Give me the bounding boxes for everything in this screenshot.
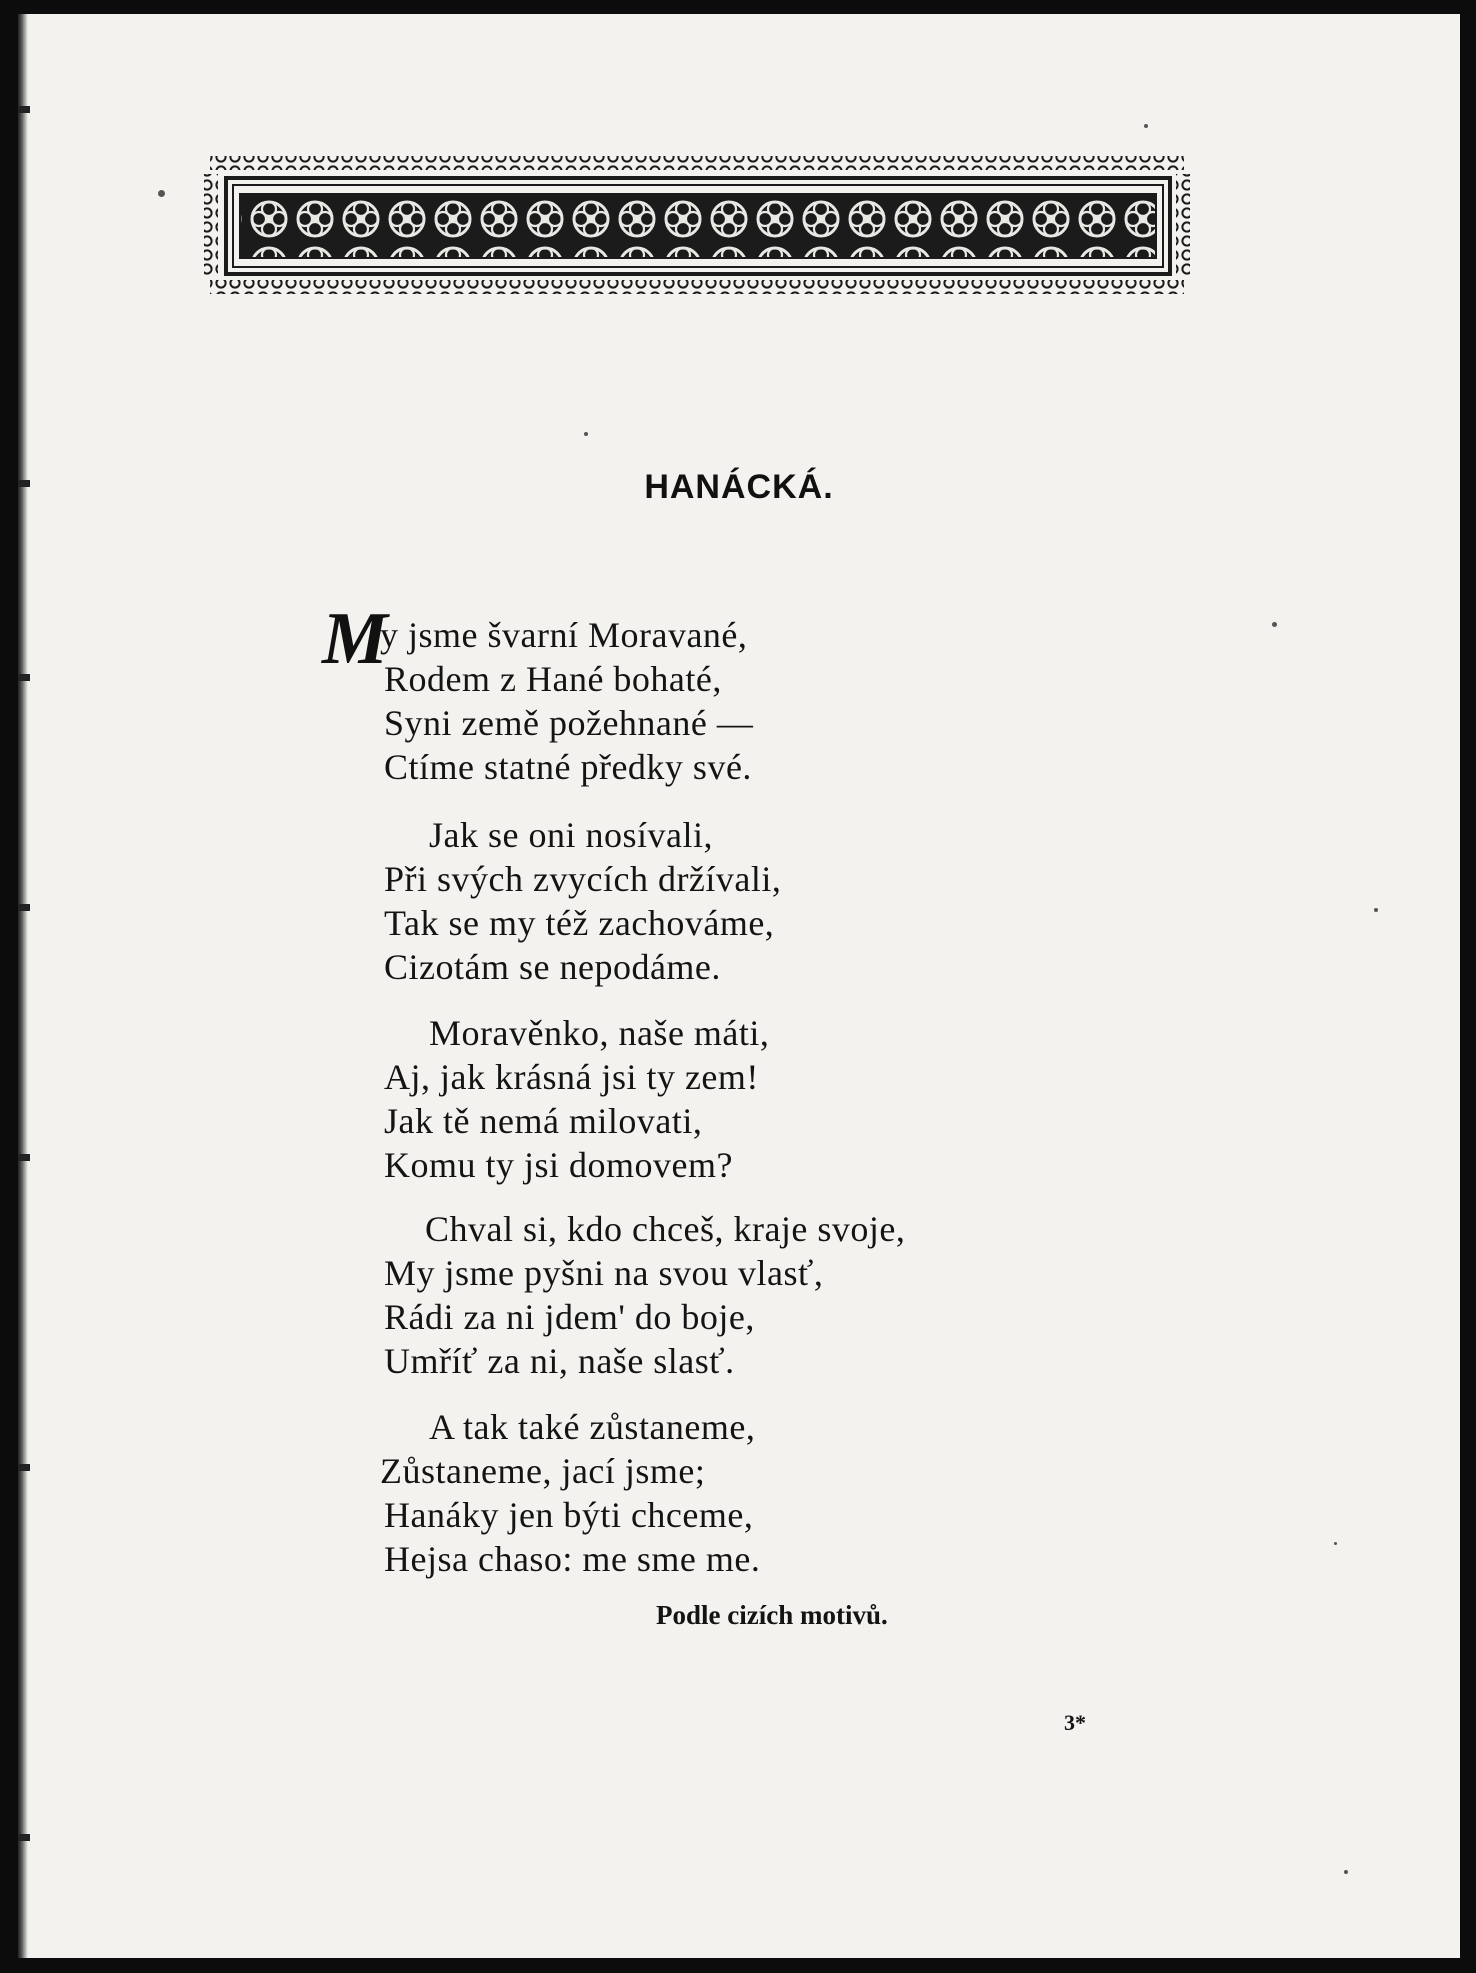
poem-line: Ctíme statné předky své. <box>384 747 752 787</box>
book-page <box>18 14 1460 1958</box>
poem-line: Rádi za ni jdem' do boje, <box>384 1297 755 1337</box>
poem-line: Moravěnko, naše máti, <box>429 1013 770 1053</box>
paper-speck <box>1344 1870 1348 1874</box>
poem-line: Tak se my též zachováme, <box>384 903 775 943</box>
poem-line: Rodem z Hané bohaté, <box>384 659 722 699</box>
poem-line: Cizotám se nepodáme. <box>384 947 721 987</box>
attribution: Podle cizích motivů. <box>656 1600 888 1630</box>
poem-line: My jsme pyšni na svou vlasť, <box>384 1253 824 1293</box>
poem-line: A tak také zůstaneme, <box>429 1407 756 1447</box>
poem-title: HANÁCKÁ. <box>644 468 834 506</box>
paper-speck <box>1144 124 1148 128</box>
page-number: 3* <box>1064 1710 1086 1735</box>
poem-line: Chval si, kdo chceš, kraje svoje, <box>425 1209 906 1249</box>
paper-speck <box>1272 622 1277 627</box>
poem-body <box>18 14 1460 1958</box>
poem-line: Komu ty jsi domovem? <box>384 1145 733 1185</box>
paper-speck <box>158 190 165 197</box>
poem-line: Aj, jak krásná jsi ty zem! <box>384 1057 759 1097</box>
poem-line: Při svých zvycích držívali, <box>384 859 782 899</box>
poem-line: Jak tě nemá milovati, <box>384 1101 703 1141</box>
poem-line: y jsme švarní Moravané, <box>380 615 748 655</box>
poem-line: Jak se oni nosívali, <box>429 815 713 855</box>
poem-line: Syni země požehnané — <box>384 703 754 743</box>
paper-speck <box>1374 908 1378 912</box>
poem-line: Hanáky jen býti chceme, <box>384 1495 754 1535</box>
poem-line: Hejsa chaso: me sme me. <box>384 1539 761 1579</box>
poem-line: Zůstaneme, jací jsme; <box>380 1451 706 1491</box>
poem-line: Umříť za ni, naše slasť. <box>384 1341 735 1381</box>
paper-speck <box>584 432 588 436</box>
paper-speck <box>1334 1542 1337 1545</box>
drop-cap-initial: M <box>322 598 388 680</box>
